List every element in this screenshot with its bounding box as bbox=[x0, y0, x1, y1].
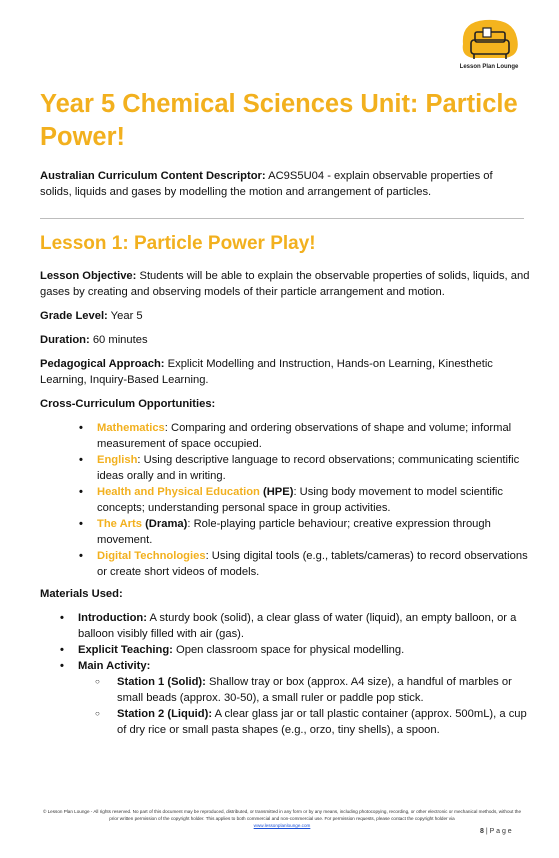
lesson-objective bbox=[40, 268, 530, 300]
subject-extra: (HPE) bbox=[259, 486, 294, 498]
cross-label: Cross-Curriculum Opportunities: bbox=[40, 398, 216, 410]
subject-name: Health and Physical Education bbox=[97, 486, 260, 498]
duration-text: 60 minutes bbox=[89, 334, 148, 346]
duration bbox=[40, 332, 530, 348]
subject-text: : Using descriptive language to record observations; communicating scientific ideas orally and in writing. bbox=[97, 454, 520, 482]
list-item bbox=[117, 706, 530, 738]
descriptor-text: AC9S5U04 - explain observable properties of solids, liquids and gases by modelling the motion and arrangement of particles. bbox=[40, 170, 493, 198]
list-item bbox=[117, 674, 530, 706]
objective-text: Students will be able to explain the observable properties of solids, liquids, and gases by creating and observing models of their particle arrangement and motion. bbox=[40, 270, 530, 298]
copyright-text: © Lesson Plan Lounge - All rights reserved. No part of this document may be reproduced, distributed, or transmitted in any form or by any means, including photocopying, recording, or other electronic or mechanical methods, without the prior written permission of the copyright holder. This applies to both commercial and non-commercial use. For permission requests, please contact the copyright holder via bbox=[42, 809, 522, 821]
subject-text: : Using body movement to model scientific concepts; understanding personal space in group activities. bbox=[97, 486, 504, 514]
subject-extra: (Drama) bbox=[141, 518, 188, 530]
list-item bbox=[78, 610, 530, 642]
page-title: Year 5 Chemical Sciences Unit: Particle Power! bbox=[40, 90, 518, 151]
approach-label: Pedagogical Approach: bbox=[40, 358, 165, 370]
station-label: Station 2 (Liquid): bbox=[117, 708, 213, 720]
website-link[interactable]: www.lessonplanlounge.com bbox=[253, 823, 311, 828]
cross-curriculum-list bbox=[40, 420, 530, 580]
list-item bbox=[97, 516, 530, 548]
list-item bbox=[78, 658, 530, 738]
page-label: | P a g e bbox=[485, 828, 512, 835]
section-divider bbox=[40, 218, 524, 219]
station-text: A clear glass jar or tall plastic container (approx. 500mL), a cup of dry rice or small pasta shapes (e.g., orzo, tiny shells), a spoon. bbox=[117, 708, 527, 736]
explicit-text: Open classroom space for physical modelling. bbox=[172, 644, 405, 656]
page-number bbox=[480, 828, 512, 835]
grade-level bbox=[40, 308, 530, 324]
duration-label: Duration: bbox=[40, 334, 90, 346]
content-descriptor bbox=[40, 168, 526, 200]
list-item bbox=[78, 642, 530, 658]
list-item bbox=[97, 548, 530, 580]
grade-label: Grade Level: bbox=[40, 310, 108, 322]
cross-curriculum-heading bbox=[40, 396, 530, 412]
pedagogical-approach bbox=[40, 356, 530, 388]
list-item bbox=[97, 420, 530, 452]
intro-text: A sturdy book (solid), a clear glass of water (liquid), an empty balloon, or a balloon visibly filled with air (gas). bbox=[78, 612, 517, 640]
subject-name: The Arts bbox=[97, 518, 142, 530]
subject-name: Mathematics bbox=[97, 422, 165, 434]
subject-text: : Comparing and ordering observations of shape and volume; informal measurement of space occupied. bbox=[97, 422, 512, 450]
subject-text: : Using digital tools (e.g., tablets/cameras) to record observations or create short videos of models. bbox=[97, 550, 528, 578]
descriptor-label: Australian Curriculum Content Descriptor: bbox=[40, 170, 266, 182]
objective-label: Lesson Objective: bbox=[40, 270, 137, 282]
logo-text: Lesson Plan Lounge bbox=[459, 64, 519, 70]
materials-heading bbox=[40, 586, 530, 602]
subject-text: : Role-playing particle behaviour; creative expression through movement. bbox=[97, 518, 491, 546]
intro-label: Introduction: bbox=[78, 612, 147, 624]
approach-text: Explicit Modelling and Instruction, Hands-on Learning, Kinesthetic Learning, Inquiry-Based Learning. bbox=[40, 358, 493, 386]
subject-name: English bbox=[97, 454, 138, 466]
list-item bbox=[97, 452, 530, 484]
subject-name: Digital Technologies bbox=[97, 550, 206, 562]
page-number-value: 8 bbox=[480, 828, 484, 835]
explicit-label: Explicit Teaching: bbox=[78, 644, 173, 656]
lesson-body bbox=[40, 268, 530, 738]
materials-label: Materials Used: bbox=[40, 588, 123, 600]
grade-text: Year 5 bbox=[107, 310, 143, 322]
list-item bbox=[97, 484, 530, 516]
lesson-heading: Lesson 1: Particle Power Play! bbox=[40, 233, 316, 254]
copyright-footer bbox=[40, 808, 524, 829]
main-activity-label: Main Activity: bbox=[78, 660, 151, 672]
station-label: Station 1 (Solid): bbox=[117, 676, 206, 688]
materials-list bbox=[40, 610, 530, 738]
stations-list bbox=[78, 674, 530, 738]
station-text: Shallow tray or box (approx. A4 size), a handful of marbles or small beads (approx. 30-50), a small ruler or paddle pop stick. bbox=[117, 676, 512, 704]
